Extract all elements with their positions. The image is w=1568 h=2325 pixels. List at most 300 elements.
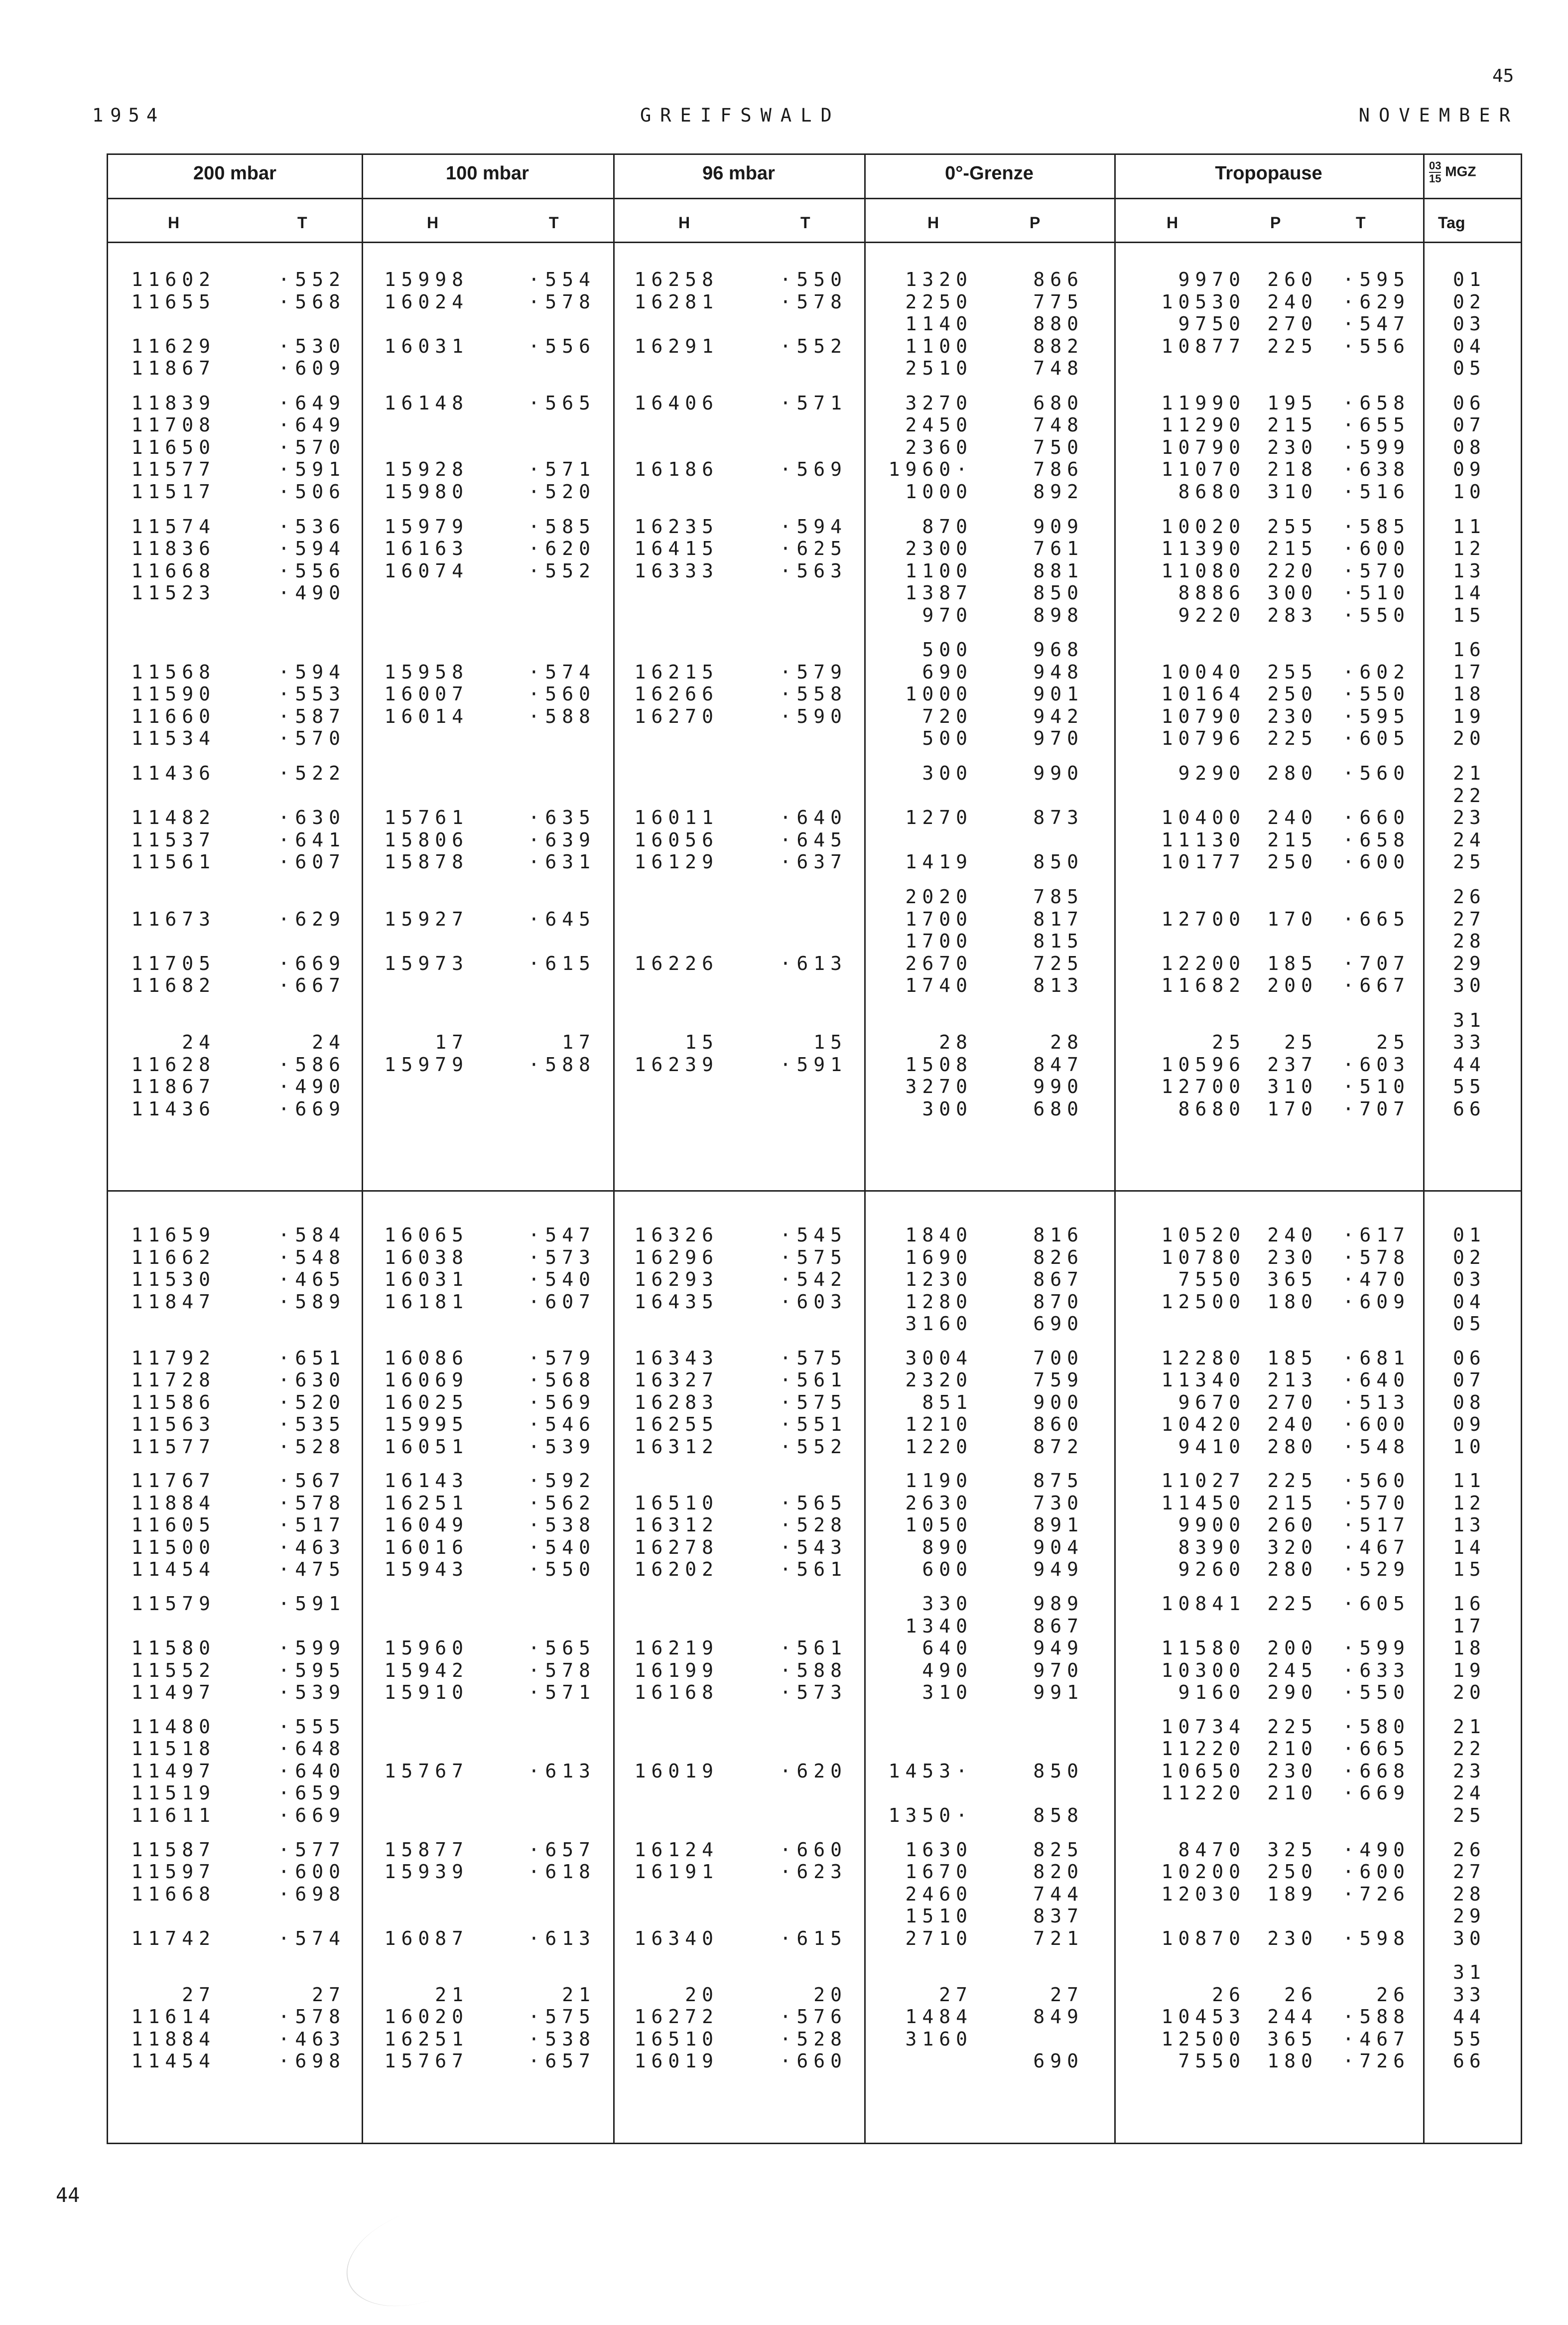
value-ptrop: 320 bbox=[1267, 1536, 1318, 1558]
day-number: 04 bbox=[1453, 335, 1486, 357]
value-t96: ·591 bbox=[780, 1053, 847, 1076]
value-t96: ·637 bbox=[780, 851, 847, 873]
value-t96: ·576 bbox=[780, 2006, 847, 2028]
value-p0: 875 bbox=[1033, 1470, 1084, 1492]
value-t100: ·592 bbox=[528, 1470, 596, 1492]
value-t200: ·465 bbox=[278, 1268, 346, 1290]
value-h200: 11792 bbox=[131, 1347, 216, 1369]
value-t96: ·575 bbox=[780, 1391, 847, 1413]
value-p0: 898 bbox=[1033, 604, 1084, 626]
value-htrop: 12700 bbox=[1161, 1076, 1246, 1098]
value-p0: 892 bbox=[1033, 480, 1084, 503]
value-p0: 942 bbox=[1033, 705, 1084, 727]
value-htrop: 11070 bbox=[1161, 458, 1246, 481]
value-ptrop: 230 bbox=[1267, 436, 1318, 458]
value-h0: 500 bbox=[922, 727, 973, 750]
value-h0: 3160 bbox=[905, 1313, 973, 1335]
value-htrop: 11390 bbox=[1161, 538, 1246, 560]
value-htrop: 10650 bbox=[1161, 1760, 1246, 1782]
value-ptrop: 215 bbox=[1267, 828, 1318, 851]
value-h100: 15878 bbox=[384, 851, 469, 873]
value-t200: ·648 bbox=[278, 1738, 346, 1760]
value-t96: ·561 bbox=[780, 1369, 847, 1391]
value-h200: 11530 bbox=[131, 1268, 216, 1290]
value-h96: 16202 bbox=[634, 1558, 719, 1581]
value-h200: 11537 bbox=[131, 828, 216, 851]
mgz-label: MGZ bbox=[1445, 163, 1476, 179]
value-htrop: 8886 bbox=[1178, 582, 1246, 604]
value-ptrop: 213 bbox=[1267, 1369, 1318, 1391]
value-ptrop: 26 bbox=[1284, 1983, 1318, 2006]
value-t96: ·550 bbox=[780, 269, 847, 290]
value-h200: 11436 bbox=[131, 762, 216, 785]
value-htrop: 12500 bbox=[1161, 2028, 1246, 2050]
value-t100: 17 bbox=[562, 1031, 596, 1054]
value-ttrop: ·570 bbox=[1342, 1492, 1410, 1514]
value-h0: 1690 bbox=[905, 1246, 973, 1268]
value-htrop: 10300 bbox=[1161, 1659, 1246, 1681]
value-t200: ·517 bbox=[278, 1514, 346, 1536]
value-t96: ·613 bbox=[780, 952, 847, 974]
value-h0: 1419 bbox=[905, 851, 973, 873]
value-h0: 1387 bbox=[905, 582, 973, 604]
value-h0: 1960· bbox=[888, 458, 973, 481]
value-h96: 16129 bbox=[634, 851, 719, 873]
value-htrop: 10780 bbox=[1161, 1246, 1246, 1268]
day-number: 20 bbox=[1453, 1681, 1486, 1704]
day-number: 18 bbox=[1453, 1637, 1486, 1659]
value-t100: ·579 bbox=[528, 1347, 596, 1369]
value-htrop: 11340 bbox=[1161, 1369, 1246, 1391]
day-number: 11 bbox=[1453, 1470, 1486, 1492]
value-ttrop: ·599 bbox=[1342, 1637, 1410, 1659]
value-ttrop: ·548 bbox=[1342, 1435, 1410, 1458]
header-month: NOVEMBER bbox=[1358, 105, 1519, 126]
value-ttrop: ·726 bbox=[1342, 1883, 1410, 1905]
value-ttrop: ·490 bbox=[1342, 1838, 1410, 1861]
value-h200: 11867 bbox=[131, 357, 216, 379]
day-number: 66 bbox=[1453, 2050, 1486, 2072]
value-h200: 11659 bbox=[131, 1224, 216, 1246]
value-htrop: 10790 bbox=[1161, 705, 1246, 727]
day-number: 23 bbox=[1453, 807, 1486, 829]
value-h200: 11454 bbox=[131, 2050, 216, 2072]
value-htrop: 12500 bbox=[1161, 1290, 1246, 1313]
value-htrop: 11080 bbox=[1161, 559, 1246, 582]
value-ttrop: ·580 bbox=[1342, 1715, 1410, 1738]
value-h96: 16296 bbox=[634, 1246, 719, 1268]
value-h200: 11655 bbox=[131, 290, 216, 313]
value-htrop: 10734 bbox=[1161, 1715, 1246, 1738]
value-htrop: 10790 bbox=[1161, 436, 1246, 458]
value-ptrop: 244 bbox=[1267, 2006, 1318, 2028]
value-h0: 3004 bbox=[905, 1347, 973, 1369]
value-t100: ·657 bbox=[528, 1838, 596, 1861]
value-t100: ·578 bbox=[528, 1659, 596, 1681]
value-t96: ·640 bbox=[780, 807, 847, 829]
value-p0: 690 bbox=[1033, 1313, 1084, 1335]
value-h0: 1000 bbox=[905, 683, 973, 705]
value-h0: 640 bbox=[922, 1637, 973, 1659]
day-number: 44 bbox=[1453, 2006, 1486, 2028]
value-h200: 11574 bbox=[131, 515, 216, 538]
value-t200: ·528 bbox=[278, 1435, 346, 1458]
subheader-t: T bbox=[800, 214, 810, 232]
value-h200: 11611 bbox=[131, 1804, 216, 1826]
value-h200: 11673 bbox=[131, 908, 216, 930]
value-ptrop: 283 bbox=[1267, 604, 1318, 626]
value-h200: 11534 bbox=[131, 727, 216, 750]
day-number: 30 bbox=[1453, 974, 1486, 996]
value-t100: 21 bbox=[562, 1983, 596, 2006]
value-h100: 15973 bbox=[384, 952, 469, 974]
value-t200: ·630 bbox=[278, 807, 346, 829]
value-h200: 11839 bbox=[131, 392, 216, 414]
value-t200: ·591 bbox=[278, 1593, 346, 1615]
value-t100: ·556 bbox=[528, 335, 596, 357]
value-t100: ·571 bbox=[528, 1681, 596, 1704]
value-htrop: 11990 bbox=[1161, 392, 1246, 414]
value-t100: ·615 bbox=[528, 952, 596, 974]
value-h0: 2710 bbox=[905, 1927, 973, 1949]
value-h0: 2320 bbox=[905, 1369, 973, 1391]
value-htrop: 9260 bbox=[1178, 1558, 1246, 1581]
value-ttrop: ·640 bbox=[1342, 1369, 1410, 1391]
value-t100: ·613 bbox=[528, 1927, 596, 1949]
day-number: 24 bbox=[1453, 1782, 1486, 1804]
value-h100: 16031 bbox=[384, 335, 469, 357]
value-p0: 970 bbox=[1033, 727, 1084, 750]
day-number: 27 bbox=[1453, 908, 1486, 930]
value-t96: ·573 bbox=[780, 1681, 847, 1704]
value-h0: 330 bbox=[922, 1593, 973, 1615]
day-number: 01 bbox=[1453, 269, 1486, 290]
value-t100: ·550 bbox=[528, 1558, 596, 1581]
value-p0: 989 bbox=[1033, 1593, 1084, 1615]
value-h200: 11605 bbox=[131, 1514, 216, 1536]
value-p0: 847 bbox=[1033, 1053, 1084, 1076]
value-htrop: 10200 bbox=[1161, 1861, 1246, 1883]
value-h200: 11682 bbox=[131, 974, 216, 996]
value-t100: ·574 bbox=[528, 661, 596, 683]
value-p0: 775 bbox=[1033, 290, 1084, 313]
value-h100: 15998 bbox=[384, 269, 469, 290]
value-htrop: 11027 bbox=[1161, 1470, 1246, 1492]
value-ttrop: ·600 bbox=[1342, 1861, 1410, 1883]
value-ttrop: ·669 bbox=[1342, 1782, 1410, 1804]
value-t96: ·575 bbox=[780, 1347, 847, 1369]
column-rule bbox=[1114, 155, 1116, 2143]
value-h0: 600 bbox=[922, 1558, 973, 1581]
value-ptrop: 365 bbox=[1267, 1268, 1318, 1290]
subheader-t: T bbox=[297, 214, 307, 232]
data-table bbox=[107, 153, 1522, 2144]
value-h0: 690 bbox=[922, 661, 973, 683]
value-h200: 11561 bbox=[131, 851, 216, 873]
value-t100: ·547 bbox=[528, 1224, 596, 1246]
value-h96: 20 bbox=[685, 1983, 719, 2006]
value-h0: 1280 bbox=[905, 1290, 973, 1313]
value-ptrop: 225 bbox=[1267, 1593, 1318, 1615]
value-ptrop: 280 bbox=[1267, 1435, 1318, 1458]
value-ttrop: ·550 bbox=[1342, 683, 1410, 705]
value-p0: 748 bbox=[1033, 357, 1084, 379]
value-h96: 16011 bbox=[634, 807, 719, 829]
value-htrop: 10870 bbox=[1161, 1927, 1246, 1949]
pencil-mark bbox=[333, 2189, 505, 2325]
group-header-zero-degree: 0°-Grenze bbox=[945, 163, 1034, 184]
value-h200: 11568 bbox=[131, 661, 216, 683]
value-h0: 310 bbox=[922, 1681, 973, 1704]
value-htrop: 9160 bbox=[1178, 1681, 1246, 1704]
value-h100: 16143 bbox=[384, 1470, 469, 1492]
value-h100: 16074 bbox=[384, 559, 469, 582]
value-p0: 690 bbox=[1033, 2050, 1084, 2072]
value-h96: 16124 bbox=[634, 1838, 719, 1861]
value-ptrop: 240 bbox=[1267, 1224, 1318, 1246]
value-ttrop: ·599 bbox=[1342, 436, 1410, 458]
value-ttrop: ·578 bbox=[1342, 1246, 1410, 1268]
value-p0: 849 bbox=[1033, 2006, 1084, 2028]
value-t200: ·669 bbox=[278, 952, 346, 974]
value-ptrop: 250 bbox=[1267, 851, 1318, 873]
value-h200: 11836 bbox=[131, 538, 216, 560]
value-h0: 1140 bbox=[905, 313, 973, 335]
value-t100: ·569 bbox=[528, 1391, 596, 1413]
value-h0: 2020 bbox=[905, 886, 973, 908]
value-t96: ·620 bbox=[780, 1760, 847, 1782]
day-number: 55 bbox=[1453, 1076, 1486, 1098]
value-h100: 15979 bbox=[384, 1053, 469, 1076]
day-number: 20 bbox=[1453, 727, 1486, 750]
day-number: 27 bbox=[1453, 1861, 1486, 1883]
day-number: 15 bbox=[1453, 604, 1486, 626]
value-t200: ·594 bbox=[278, 661, 346, 683]
value-ttrop: 25 bbox=[1376, 1031, 1410, 1054]
value-p0: 901 bbox=[1033, 683, 1084, 705]
value-htrop: 9290 bbox=[1178, 762, 1246, 785]
value-ptrop: 200 bbox=[1267, 1637, 1318, 1659]
value-h100: 16087 bbox=[384, 1927, 469, 1949]
value-htrop: 7550 bbox=[1178, 1268, 1246, 1290]
value-t96: ·552 bbox=[780, 1435, 847, 1458]
value-h0: 2360 bbox=[905, 436, 973, 458]
day-number: 05 bbox=[1453, 1313, 1486, 1335]
value-t200: ·609 bbox=[278, 357, 346, 379]
value-p0: 815 bbox=[1033, 930, 1084, 952]
value-h0: 500 bbox=[922, 639, 973, 661]
value-t200: ·553 bbox=[278, 683, 346, 705]
value-ptrop: 210 bbox=[1267, 1782, 1318, 1804]
value-h200: 11436 bbox=[131, 1097, 216, 1120]
value-t100: ·568 bbox=[528, 1369, 596, 1391]
value-h0: 720 bbox=[922, 705, 973, 727]
group-header-tropopause: Tropopause bbox=[1215, 163, 1322, 184]
value-t200: ·651 bbox=[278, 1347, 346, 1369]
value-htrop: 10596 bbox=[1161, 1053, 1246, 1076]
value-p0: 990 bbox=[1033, 1076, 1084, 1098]
value-p0: 880 bbox=[1033, 313, 1084, 335]
value-t100: ·565 bbox=[528, 1637, 596, 1659]
value-htrop: 11580 bbox=[1161, 1637, 1246, 1659]
value-t100: ·620 bbox=[528, 538, 596, 560]
value-h96: 16258 bbox=[634, 269, 719, 290]
value-ptrop: 170 bbox=[1267, 1097, 1318, 1120]
value-t200: ·669 bbox=[278, 1097, 346, 1120]
value-h200: 11497 bbox=[131, 1760, 216, 1782]
day-number: 01 bbox=[1453, 1224, 1486, 1246]
day-number: 17 bbox=[1453, 1615, 1486, 1637]
value-ttrop: ·665 bbox=[1342, 908, 1410, 930]
value-ptrop: 280 bbox=[1267, 762, 1318, 785]
value-ttrop: ·556 bbox=[1342, 335, 1410, 357]
value-ptrop: 310 bbox=[1267, 1076, 1318, 1098]
header-rule bbox=[108, 242, 1521, 243]
value-h200: 11767 bbox=[131, 1470, 216, 1492]
value-ttrop: ·560 bbox=[1342, 762, 1410, 785]
value-t100: ·631 bbox=[528, 851, 596, 873]
day-number: 30 bbox=[1453, 1927, 1486, 1949]
day-number: 25 bbox=[1453, 851, 1486, 873]
value-t200: ·589 bbox=[278, 1290, 346, 1313]
value-t200: ·641 bbox=[278, 828, 346, 851]
day-number: 12 bbox=[1453, 538, 1486, 560]
value-h100: 16069 bbox=[384, 1369, 469, 1391]
value-ptrop: 230 bbox=[1267, 1246, 1318, 1268]
column-rule bbox=[613, 155, 615, 2143]
value-p0: 825 bbox=[1033, 1838, 1084, 1861]
value-h0: 870 bbox=[922, 515, 973, 538]
value-ptrop: 237 bbox=[1267, 1053, 1318, 1076]
value-ptrop: 220 bbox=[1267, 559, 1318, 582]
value-t100: ·538 bbox=[528, 2028, 596, 2050]
value-ptrop: 280 bbox=[1267, 1558, 1318, 1581]
subheader-tag: Tag bbox=[1438, 214, 1465, 232]
day-number: 16 bbox=[1453, 1593, 1486, 1615]
day-number: 10 bbox=[1453, 1435, 1486, 1458]
value-h0: 490 bbox=[922, 1659, 973, 1681]
value-ptrop: 255 bbox=[1267, 515, 1318, 538]
value-h200: 11728 bbox=[131, 1369, 216, 1391]
value-htrop: 8680 bbox=[1178, 480, 1246, 503]
value-p0: 858 bbox=[1033, 1804, 1084, 1826]
value-h0: 890 bbox=[922, 1536, 973, 1558]
value-t96: 15 bbox=[813, 1031, 847, 1054]
day-number: 24 bbox=[1453, 828, 1486, 851]
header-rule bbox=[108, 198, 1521, 199]
value-t100: ·540 bbox=[528, 1268, 596, 1290]
value-h200: 11867 bbox=[131, 1076, 216, 1098]
value-h0: 1190 bbox=[905, 1470, 973, 1492]
value-h100: 15979 bbox=[384, 515, 469, 538]
value-h100: 16065 bbox=[384, 1224, 469, 1246]
value-h200: 11847 bbox=[131, 1290, 216, 1313]
value-h200: 11518 bbox=[131, 1738, 216, 1760]
day-number: 09 bbox=[1453, 1413, 1486, 1436]
day-number: 12 bbox=[1453, 1492, 1486, 1514]
value-t100: ·560 bbox=[528, 683, 596, 705]
value-h100: 16007 bbox=[384, 683, 469, 705]
value-t200: ·567 bbox=[278, 1470, 346, 1492]
value-t200: ·587 bbox=[278, 705, 346, 727]
value-h96: 16270 bbox=[634, 705, 719, 727]
value-htrop: 10400 bbox=[1161, 807, 1246, 829]
value-ptrop: 240 bbox=[1267, 1413, 1318, 1436]
value-ptrop: 225 bbox=[1267, 1470, 1318, 1492]
day-number: 31 bbox=[1453, 1961, 1486, 1984]
value-h0: 1510 bbox=[905, 1905, 973, 1927]
value-ttrop: ·707 bbox=[1342, 952, 1410, 974]
value-t96: ·588 bbox=[780, 1659, 847, 1681]
value-p0: 948 bbox=[1033, 661, 1084, 683]
value-t96: ·623 bbox=[780, 1861, 847, 1883]
value-ttrop: ·668 bbox=[1342, 1760, 1410, 1782]
subheader-h: H bbox=[168, 214, 180, 232]
value-ptrop: 310 bbox=[1267, 480, 1318, 503]
value-t96: ·579 bbox=[780, 661, 847, 683]
value-h100: 16020 bbox=[384, 2006, 469, 2028]
value-t100: ·578 bbox=[528, 290, 596, 313]
value-h96: 16266 bbox=[634, 683, 719, 705]
value-h100: 21 bbox=[435, 1983, 469, 2006]
value-h96: 16199 bbox=[634, 1659, 719, 1681]
value-h200: 11662 bbox=[131, 1246, 216, 1268]
value-h0: 1230 bbox=[905, 1268, 973, 1290]
value-t200: ·599 bbox=[278, 1637, 346, 1659]
value-ptrop: 245 bbox=[1267, 1659, 1318, 1681]
value-p0: 882 bbox=[1033, 335, 1084, 357]
value-h100: 16251 bbox=[384, 1492, 469, 1514]
value-htrop: 12280 bbox=[1161, 1347, 1246, 1369]
day-number: 07 bbox=[1453, 414, 1486, 436]
value-h200: 11587 bbox=[131, 1838, 216, 1861]
value-h0: 1630 bbox=[905, 1838, 973, 1861]
value-h0: 2300 bbox=[905, 538, 973, 560]
value-ptrop: 250 bbox=[1267, 1861, 1318, 1883]
value-h100: 15767 bbox=[384, 1760, 469, 1782]
value-t100: ·635 bbox=[528, 807, 596, 829]
value-h100: 16024 bbox=[384, 290, 469, 313]
value-t96: ·545 bbox=[780, 1224, 847, 1246]
value-ptrop: 230 bbox=[1267, 705, 1318, 727]
value-ttrop: ·547 bbox=[1342, 313, 1410, 335]
value-t100: ·607 bbox=[528, 1290, 596, 1313]
value-t100: ·588 bbox=[528, 1053, 596, 1076]
value-h100: 15958 bbox=[384, 661, 469, 683]
day-number: 19 bbox=[1453, 1659, 1486, 1681]
day-number: 06 bbox=[1453, 392, 1486, 414]
value-t200: ·463 bbox=[278, 2028, 346, 2050]
value-ttrop: ·513 bbox=[1342, 1391, 1410, 1413]
day-number: 22 bbox=[1453, 1738, 1486, 1760]
value-t200: ·536 bbox=[278, 515, 346, 538]
value-t200: ·594 bbox=[278, 538, 346, 560]
column-rule bbox=[864, 155, 866, 2143]
value-t200: ·552 bbox=[278, 269, 346, 290]
value-t96: ·565 bbox=[780, 1492, 847, 1514]
value-ptrop: 365 bbox=[1267, 2028, 1318, 2050]
day-number: 11 bbox=[1453, 515, 1486, 538]
subheader-t: T bbox=[1356, 214, 1366, 232]
day-number: 04 bbox=[1453, 1290, 1486, 1313]
value-htrop: 11290 bbox=[1161, 414, 1246, 436]
subheader-h: H bbox=[427, 214, 439, 232]
value-ttrop: ·726 bbox=[1342, 2050, 1410, 2072]
value-htrop: 26 bbox=[1212, 1983, 1246, 2006]
value-htrop: 12030 bbox=[1161, 1883, 1246, 1905]
day-number: 33 bbox=[1453, 1983, 1486, 2006]
value-ptrop: 260 bbox=[1267, 269, 1318, 290]
